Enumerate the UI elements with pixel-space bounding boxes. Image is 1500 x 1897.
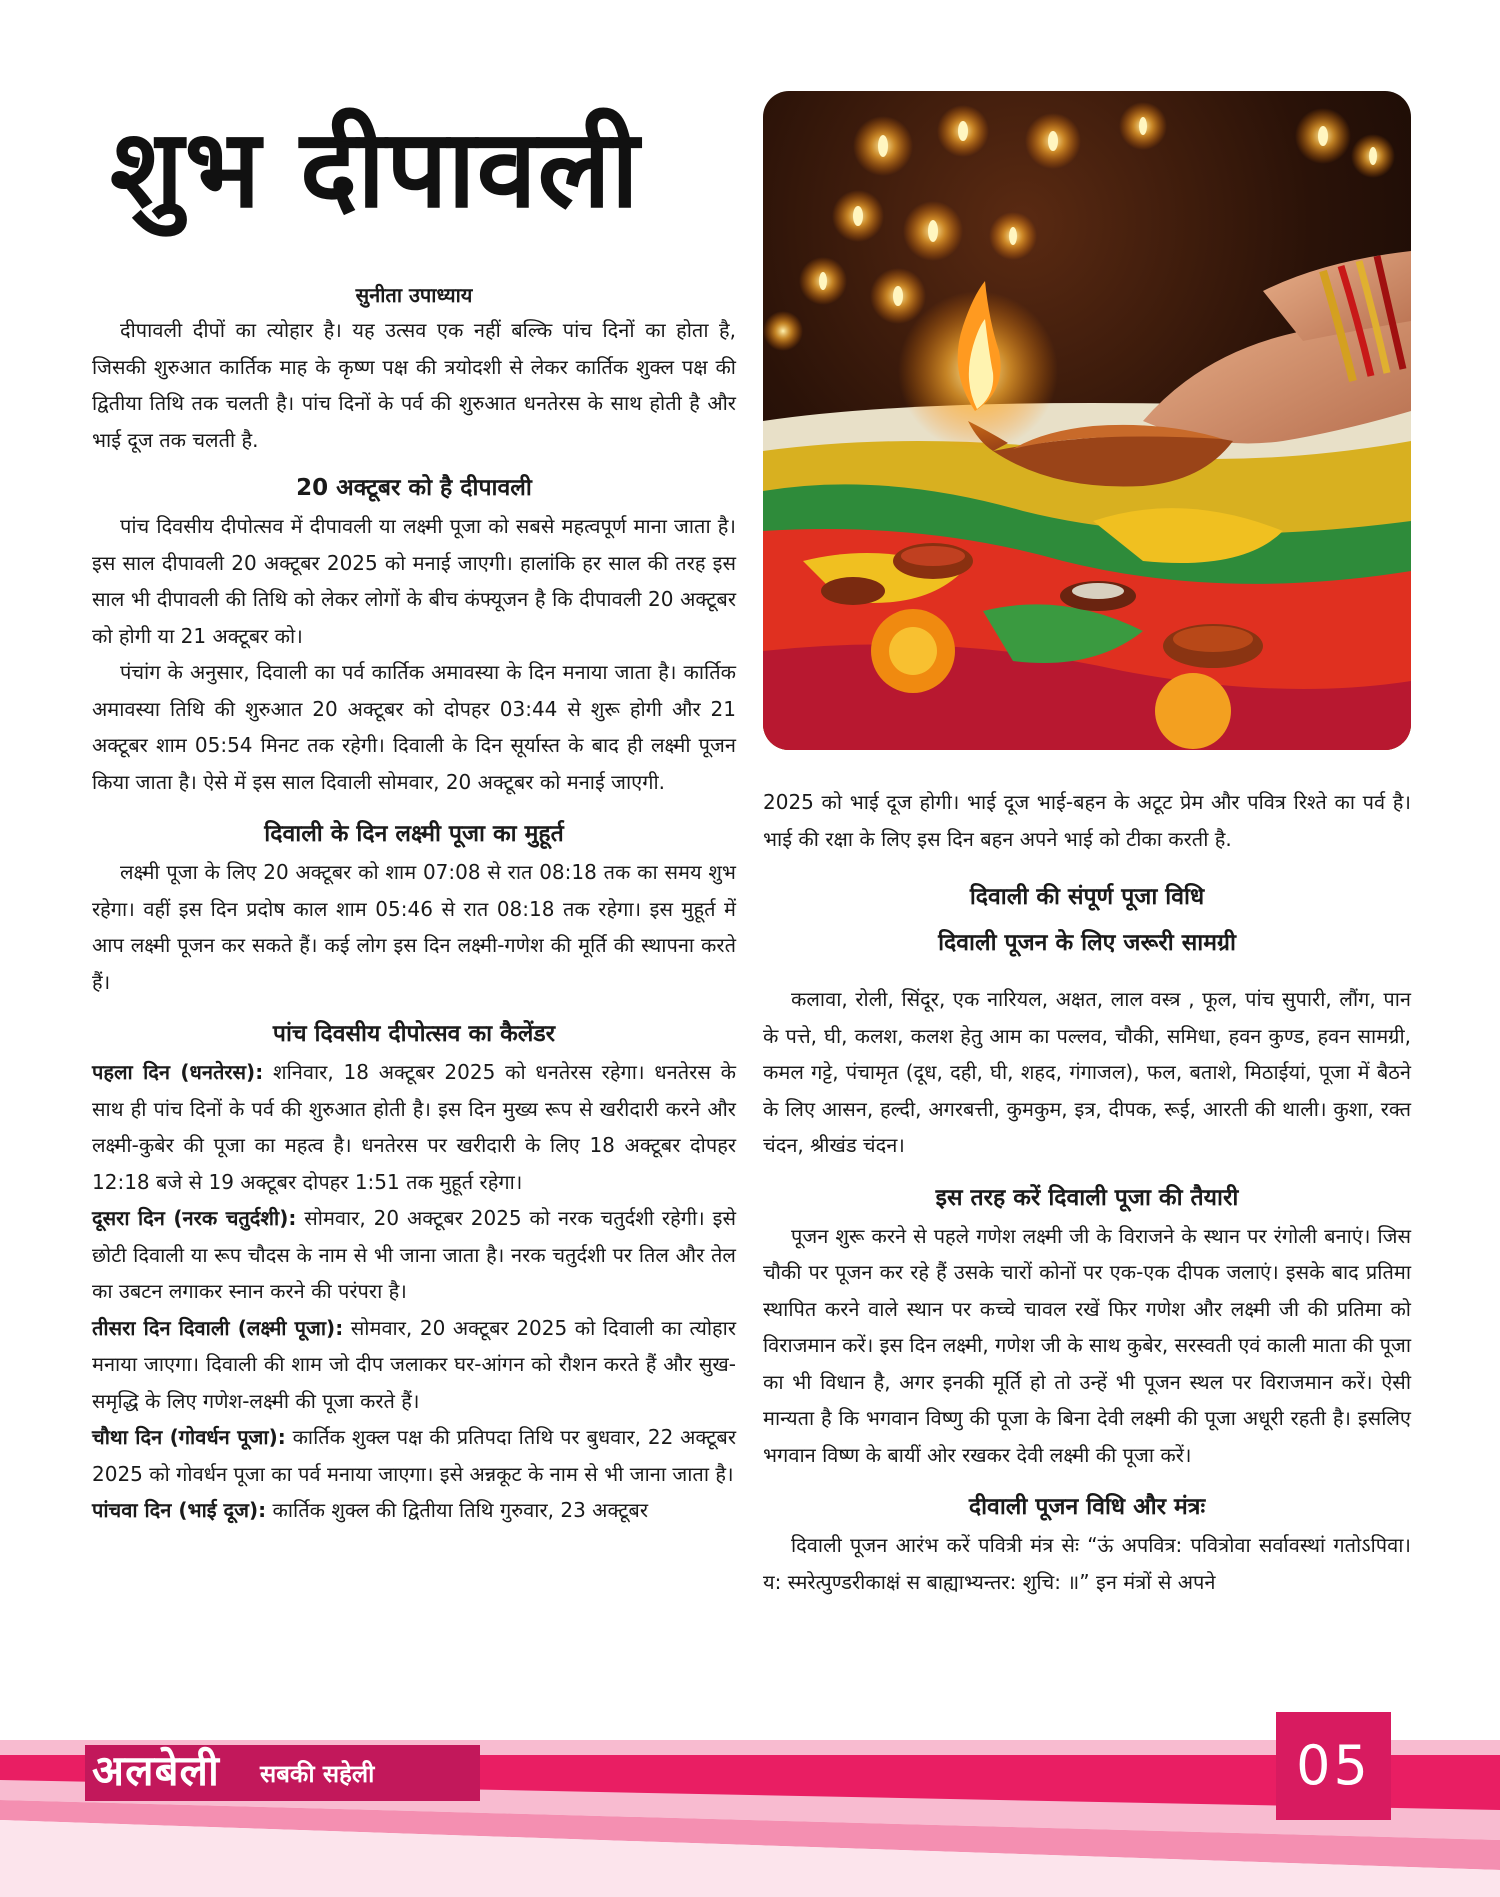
page-number: 05 (1276, 1712, 1391, 1820)
heading-preparation: इस तरह करें दिवाली पूजा की तैयारी (935, 1184, 1239, 1211)
heading-samagri: दिवाली पूजन के लिए जरूरी सामग्री (938, 930, 1236, 956)
heading-puja-vidhi: दिवाली की संपूर्ण पूजा विधि (969, 884, 1205, 910)
day-3-text: सोमवार, 20 अक्टूबर 2025 को दिवाली का त्योहार मनाया जाएगा। दिवाली की शाम जो दीप जलाकर घर-आंगन को रौशन करते हैं और सुख-समृद्धि के लिए गणेश-लक्ष्मी की पूजा करते हैं। (92, 1315, 737, 1413)
heading-vidhi-mantra: दीवाली पूजन विधि और मंत्रः (968, 1494, 1206, 1520)
date-paragraph-2: पंचांग के अनुसार, दिवाली का पर्व कार्तिक अमावस्या के दिन मनाया जाता है। कार्तिक अमावस्या तिथि की शुरुआत 20 अक्टूबर को दोपहर 03:44 से शुरू होगी और 21 अक्टूबर शाम 05:54 मिनट तक रहेगी। दिवाली के दिन सूर्यास्त के बाद ही लक्ष्मी पूजन किया जाता है। ऐसे में इस साल दिवाली सोमवार, 20 अक्टूबर को मनाई जाएगी. (92, 660, 736, 794)
day-2-label: दूसरा दिन (नरक चतुर्दशी): (92, 1206, 297, 1230)
calendar-day-4 (92, 1419, 736, 1492)
heading-puja-muhurat: दिवाली के दिन लक्ष्मी पूजा का मुहूर्त (264, 821, 564, 847)
heading-diwali-date: 20 अक्टूबर को है दीपावली (296, 475, 532, 501)
muhurat-paragraph: लक्ष्मी पूजा के लिए 20 अक्टूबर को शाम 07:08 से रात 08:18 तक का समय शुभ रहेगा। वहीं इस दिन प्रदोष काल शाम 05:46 से रात 08:18 तक रहेगा। इस मुहूर्त में आप लक्ष्मी पूजन कर सकते हैं। कई लोग इस दिन लक्ष्मी-गणेश की मूर्ति की स्थापना करते हैं। (92, 860, 736, 994)
bhai-dooj-continuation: 2025 को भाई दूज होगी। भाई दूज भाई-बहन के अटूट प्रेम और पवित्र रिश्ते का पर्व है। भाई की रक्षा के लिए इस दिन बहन अपने भाई को टीका करती है. (763, 790, 1411, 851)
calendar-day-3 (92, 1310, 736, 1420)
brand-logo: अलबेली (92, 1746, 220, 1795)
day-5-text: कार्तिक शुक्ल की द्वितीया तिथि गुरुवार, 23 अक्टूबर (266, 1498, 649, 1522)
left-column (92, 278, 736, 1529)
preparation-paragraph: पूजन शुरू करने से पहले गणेश लक्ष्मी जी के विराजने के स्थान पर रंगोली बनाएं। जिस चौकी पर पूजन कर रहे हैं उसके चारों कोनों पर एक-एक दीपक जलाएं। इसके बाद प्रतिमा स्थापित करने वाले स्थान पर कच्चे चावल रखें फिर गणेश और लक्ष्मी जी की प्रतिमा को विराजमान करें। इस दिन लक्ष्मी, गणेश जी के साथ कुबेर, सरस्वती एवं काली माता की पूजा का भी विधान है, अगर इनकी मूर्ति हो तो उन्हें भी पूजन स्थल पर विराजमान करें। ऐसी मान्यता है कि भगवान विष्णु की पूजा के बिना देवी लक्ष्मी की पूजा अधूरी रहती है। इसलिए भगवान विष्ण के बायीं ओर रखकर देवी लक्ष्मी की पूजा करें। (763, 1223, 1411, 1467)
brand-tagline: सबकी सहेली (260, 1760, 375, 1788)
day-1-label: पहला दिन (धनतेरस): (92, 1060, 264, 1084)
page-title: शुभ दीपावली (110, 107, 640, 232)
day-5-label: पांचवा दिन (भाई दूज): (92, 1498, 267, 1522)
calendar-day-5 (92, 1492, 736, 1529)
date-paragraph-1: पांच दिवसीय दीपोत्सव में दीपावली या लक्ष्मी पूजा को सबसे महत्वपूर्ण माना जाता है। इस साल दीपावली 20 अक्टूबर 2025 को मनाई जाएगी। हालांकि हर साल की तरह इस साल भी दीपावली की तिथि को लेकर लोगों के बीच कंफ्यूजन है कि दीपावली 20 अक्टूबर को होगी या 21 अक्टूबर को। (92, 514, 736, 648)
mantra-paragraph: दिवाली पूजन आरंभ करें पवित्री मंत्र सेः “ऊं अपवित्र: पवित्रोवा सर्वावस्थां गतोऽपिवा। य: स्मरेत्पुण्डरीकाक्षं स बाह्याभ्यन्तर: शुचि: ॥” इन मंत्रों से अपने (763, 1533, 1411, 1594)
calendar-day-1 (92, 1054, 736, 1200)
author-byline: सुनीता उपाध्याय (355, 283, 473, 307)
calendar-day-2 (92, 1200, 736, 1310)
day-2-text: सोमवार, 20 अक्टूबर 2025 को नरक चतुर्दशी रहेगी। इसे छोटी दिवाली या रूप चौदस के नाम से भी जाना जाता है। नरक चतुर्दशी पर तिल और तेल का उबटन लगाकर स्नान करने की परंपरा है। (92, 1206, 736, 1303)
day-1-text: शनिवार, 18 अक्टूबर 2025 को धनतेरस रहेगा। धनतेरस के साथ ही पांच दिनों के पर्व की शुरुआत होती है। इस दिन मुख्य रूप से खरीदारी करने और लक्ष्मी-कुबेर की पूजा का महत्व है। धनतेरस पर खरीदारी के लिए 18 अक्टूबर दोपहर 12:18 बजे से 19 अक्टूबर दोपहर 1:51 तक मुहूर्त रहेगा। (92, 1060, 736, 1194)
day-3-label: तीसरा दिन दिवाली (लक्ष्मी पूजा): (92, 1315, 344, 1340)
heading-calendar: पांच दिवसीय दीपोत्सव का कैलेंडर (272, 1021, 556, 1047)
right-column (763, 784, 1411, 1600)
day-4-label: चौथा दिन (गोवर्धन पूजा): (92, 1425, 286, 1449)
day-4-text: कार्तिक शुक्ल पक्ष की प्रतिपदा तिथि पर बुधवार, 22 अक्टूबर 2025 को गोवर्धन पूजा का पर्व मनाया जाएगा। इसे अन्नकूट के नाम से भी जाना जाता है। (92, 1425, 737, 1486)
samagri-paragraph: कलावा, रोली, सिंदूर, एक नारियल, अक्षत, लाल वस्त्र , फूल, पांच सुपारी, लौंग, पान के पत्ते, घी, कलश, कलश हेतु आम का पल्लव, चौकी, समिधा, हवन कुण्ड, हवन सामग्री, कमल गट्टे, पंचामृत (दूध, दही, घी, शहद, गंगाजल), फल, बताशे, मिठाईयां, पूजा में बैठने के लिए आसन, हल्दी, अगरबत्ती, कुमकुम, इत्र, दीपक, रूई, आरती की थाली। कुशा, रक्त चंदन, श्रीखंड चंदन। (763, 987, 1411, 1157)
diya-photo (763, 91, 1411, 750)
intro-paragraph: दीपावली दीपों का त्योहार है। यह उत्सव एक नहीं बल्कि पांच दिनों का होता है, जिसकी शुरुआत कार्तिक माह के कृष्ण पक्ष की त्रयोदशी से लेकर कार्तिक शुक्ल पक्ष की द्वितीया तिथि तक चलती है। पांच दिनों के पर्व की शुरुआत धनतेरस के साथ होती है और भाई दूज तक चलती है. (92, 318, 736, 452)
